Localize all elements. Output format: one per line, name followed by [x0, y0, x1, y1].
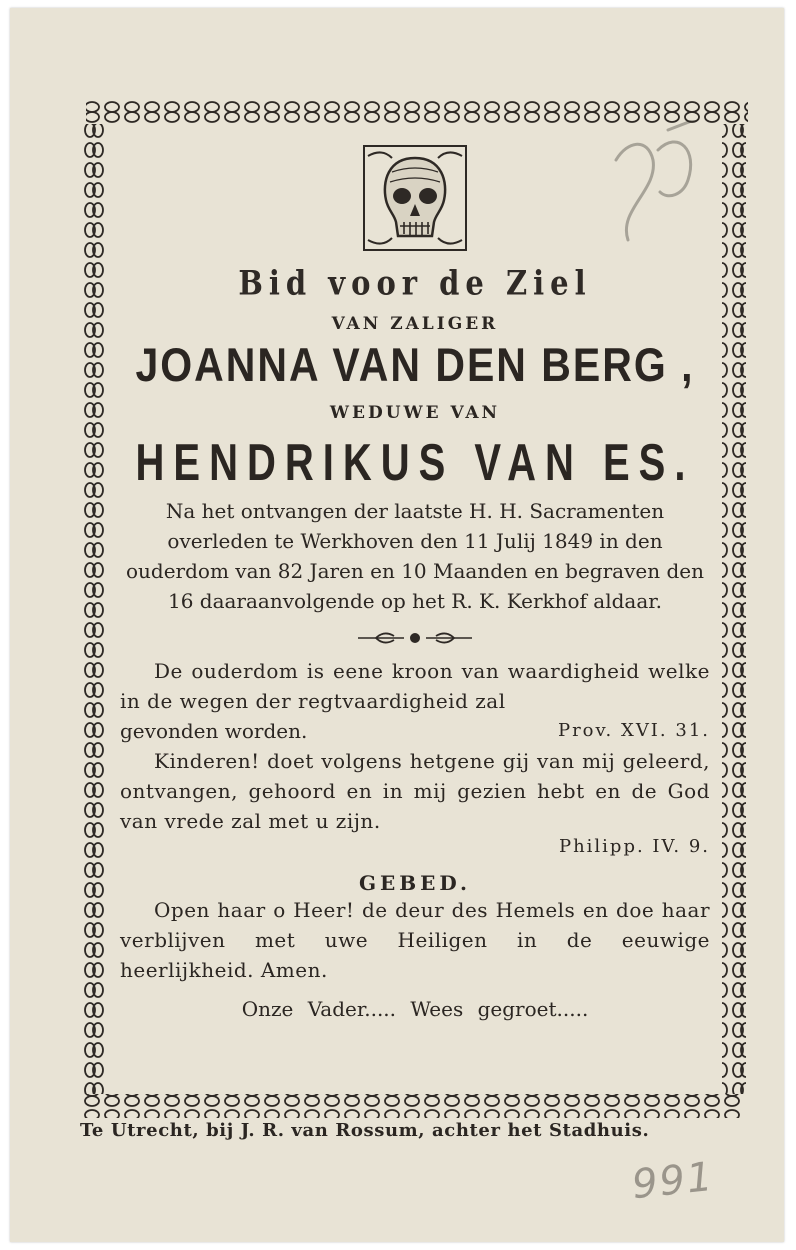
printer-imprint: Te Utrecht, bij J. R. van Rossum, achter het Stadhuis.	[80, 1120, 650, 1141]
card-heading: Bid voor de Ziel	[238, 263, 592, 303]
verse-proverbs-end: gevonden worden.	[120, 719, 308, 743]
deceased-name: JOANNA VAN DEN BERG ,	[135, 338, 695, 392]
relation-line: WEDUWE VAN	[329, 403, 501, 423]
skull-ornament-icon	[362, 144, 468, 252]
memorial-card	[10, 8, 784, 1242]
prayer-heading: GEBED.	[358, 871, 472, 895]
subtitle-van-zaliger: VAN ZALIGER	[331, 314, 499, 334]
death-notice: Na het ontvangen der laatste H. H. Sacramenten overleden te Werkhoven den 11 Julij 1849 in den ouderdom van 82 Jaren en 10 Maanden en begraven den 16 daaraanvolgende op het R. K. Kerkhof aldaar.	[126, 499, 704, 613]
spouse-name: HENDRIKUS VAN ES.	[135, 434, 695, 492]
prayer-text: Open haar o Heer! de deur des Hemels en doe haar verblijven met uwe Heiligen in de eeuwige heerlijkheid. Amen.	[120, 898, 710, 982]
verse-proverbs	[120, 656, 710, 716]
card-content	[120, 138, 710, 1021]
divider-ornament-icon	[356, 628, 474, 648]
verse-philippians-ref: Philipp. IV. 9.	[558, 836, 710, 857]
verse-philippians: Kinderen! doet volgens hetgene gij van mij geleerd, ontvangen, gehoord en in mij gezien hebt en de God van vrede zal met u zijn.	[120, 749, 710, 833]
closing-prayers: Onze Vader..... Wees gegroet.....	[241, 997, 589, 1021]
pencil-inventory-number: 991	[629, 1153, 717, 1209]
verse-proverbs-last-line	[120, 716, 710, 746]
verse-proverbs-text: De ouderdom is eene kroon van waardigheid welke in de wegen der regtvaardigheid zal	[120, 659, 710, 713]
verse-proverbs-ref: Prov. XVI. 31.	[557, 720, 710, 741]
